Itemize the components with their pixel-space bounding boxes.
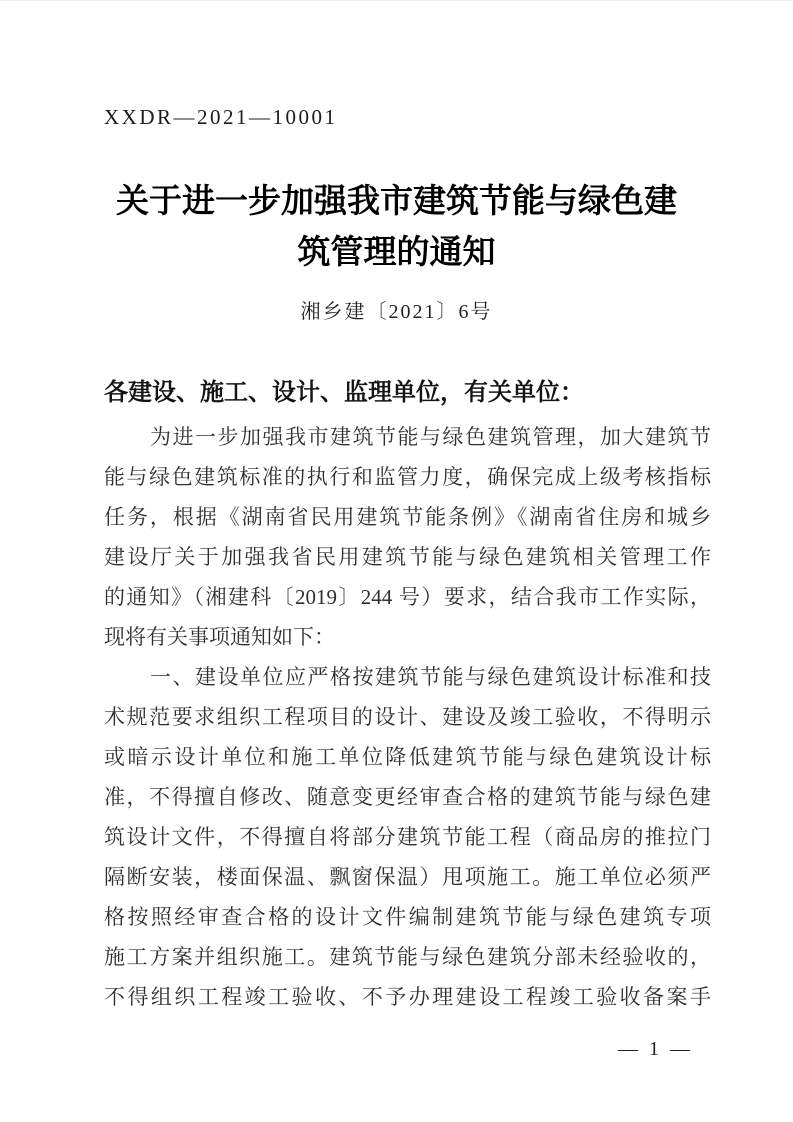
- body-line: 任务，根据《湖南省民用建筑节能条例》《湖南省住房和城乡: [104, 505, 711, 529]
- body-line: 建设厅关于加强我省民用建筑节能与绿色建筑相关管理工作: [104, 545, 711, 569]
- body-line: 不得组织工程竣工验收、不予办理建设工程竣工验收备案手: [104, 985, 711, 1009]
- document-body: [104, 417, 711, 1017]
- body-line: 施工方案并组织施工。建筑节能与绿色建筑分部未经验收的，: [104, 945, 711, 969]
- document-number: 湘乡建〔2021〕6号: [300, 301, 493, 323]
- body-line: 的通知》（湘建科〔2019〕244 号）要求，结合我市工作实际，: [104, 585, 711, 609]
- salutation-line: 各建设、施工、设计、监理单位，有关单位：: [104, 379, 584, 406]
- body-line: 现将有关事项通知如下：: [104, 625, 335, 649]
- document-title: [0, 177, 793, 279]
- body-line: 或暗示设计单位和施工单位降低建筑节能与绿色建筑设计标: [104, 745, 711, 769]
- document-id: XXDR—2021—10001: [104, 105, 338, 129]
- body-line: 一、建设单位应严格按建筑节能与绿色建筑设计标准和技: [150, 665, 711, 689]
- body-line: 能与绿色建筑标准的执行和监管力度，确保完成上级考核指标: [104, 465, 711, 489]
- page-number: — 1 —: [618, 1038, 693, 1060]
- body-line: 为进一步加强我市建筑节能与绿色建筑管理，加大建筑节: [150, 425, 711, 449]
- body-line: 术规范要求组织工程项目的设计、建设及竣工验收，不得明示: [104, 705, 711, 729]
- body-line: 隔断安装，楼面保温、飘窗保温）甩项施工。施工单位必须严: [104, 865, 711, 889]
- body-line: 筑设计文件，不得擅自将部分建筑节能工程（商品房的推拉门: [104, 825, 711, 849]
- title-line-2: 筑管理的通知: [297, 235, 496, 271]
- title-line-1: 关于进一步加强我市建筑节能与绿色建: [116, 184, 677, 220]
- body-line: 格按照经审查合格的设计文件编制建筑节能与绿色建筑专项: [104, 905, 711, 929]
- body-line: 准，不得擅自修改、随意变更经审查合格的建筑节能与绿色建: [104, 785, 711, 809]
